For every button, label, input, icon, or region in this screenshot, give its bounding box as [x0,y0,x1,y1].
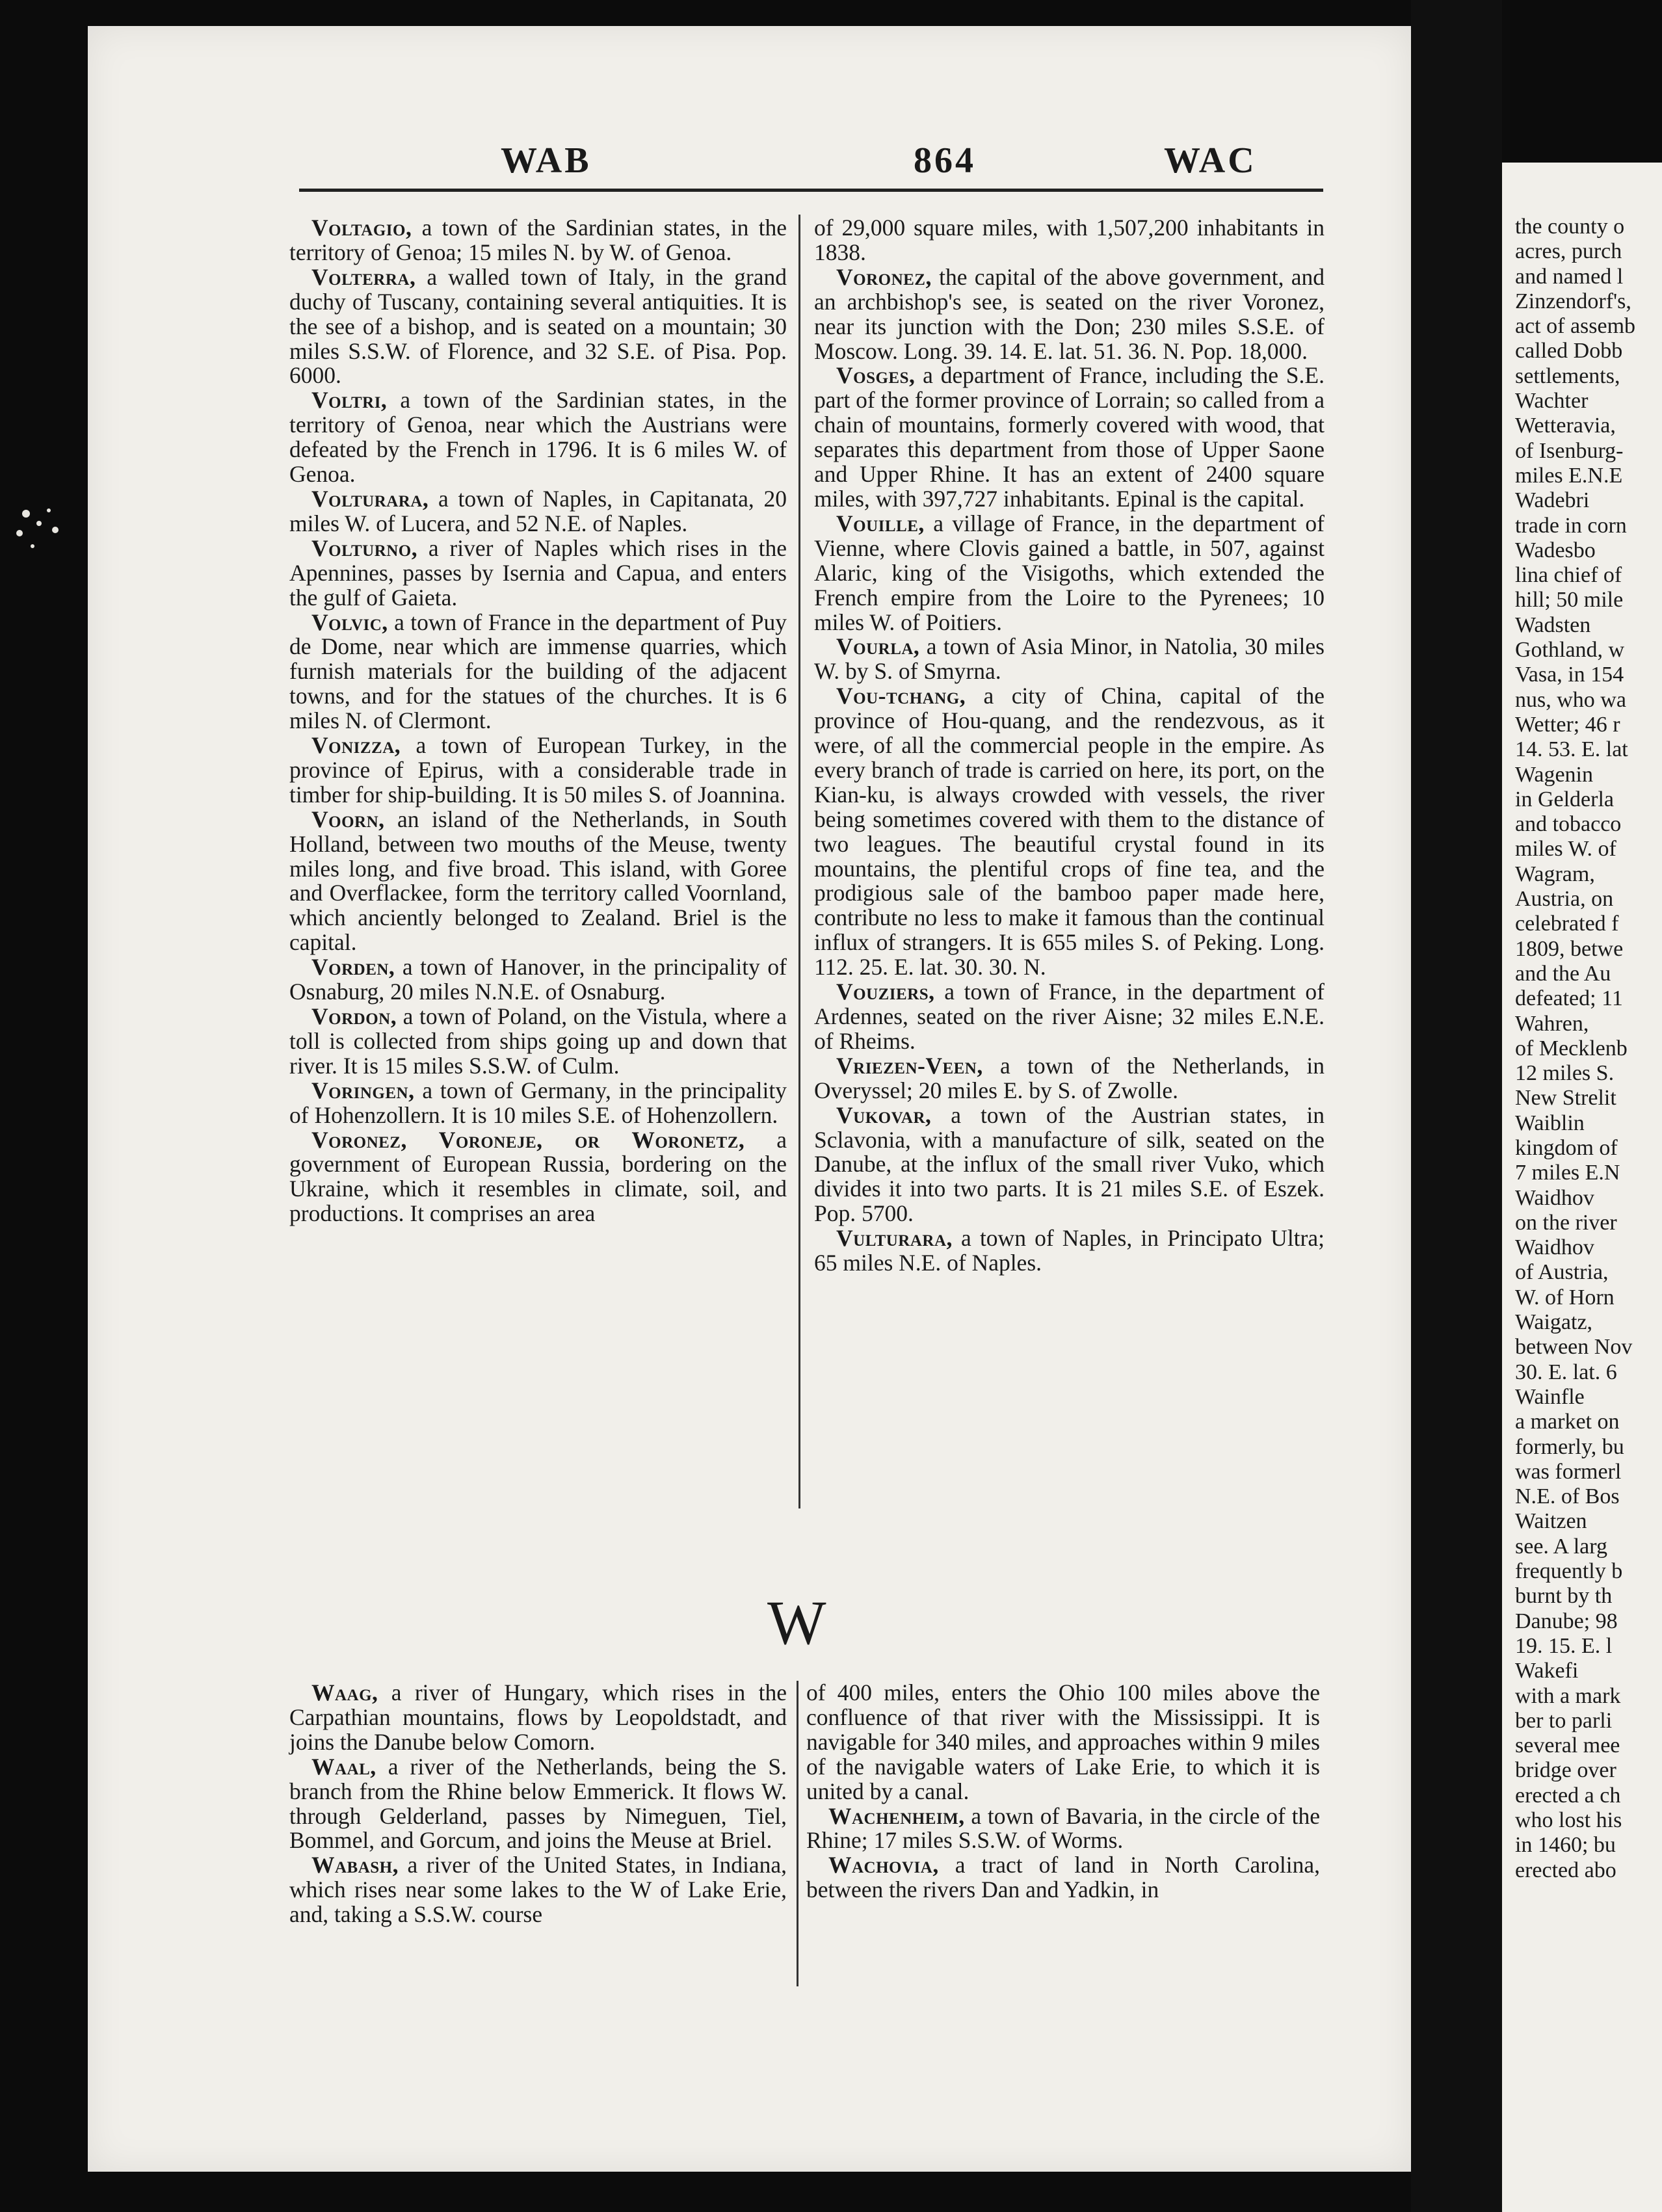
fragment-line: Wahren, [1515,1011,1589,1036]
page-number: 864 [914,140,976,181]
entry-text: a town of Naples, in Capitanata, 20 miles W. of Lucera, and 52 N.E. of Naples. [289,485,787,536]
gazetteer-entry [289,1755,787,1854]
entry-text: a town of European Turkey, in the province of Epirus, with a considerable trade in timber for ship-building. It is 50 miles S. of Joannina. [289,732,787,808]
entry-text: a village of France, in the department of Vienne, where Clovis gained a battle, in 507, against Alaric, king of the Visigoths, which extended the French empire from the Loire to the Pyrenees; 10 miles W. of Poitiers. [814,510,1325,635]
column-3 [289,1681,787,1927]
fragment-line: in Gelderla [1515,787,1614,811]
fragment-line: the county o [1515,215,1625,239]
fragment-line: called Dobb [1515,339,1623,363]
entry-text: a walled town of Italy, in the grand duchy of Tuscany, containing several antiquities. It is the see of a bishop, and is seated on a mountain; 30 miles S.S.W. of Florence, and 32 S.E. of Pisa. Pop. 6000. [289,263,787,389]
fragment-line: was formerl [1515,1459,1622,1484]
fragment-line: 19. 15. E. l [1515,1633,1613,1658]
fragment-line: settlements, [1515,363,1620,388]
entry-headword: Volturara, [311,485,429,512]
gazetteer-entry [814,512,1325,635]
entry-text: the capital of the above government, and an archbishop's see, is seated on the river Voronez, near its junction with the Don; 230 miles S.S.E. of Moscow. Long. 39. 14. E. lat. 51. 36. N. Pop. 18,000. [814,263,1325,364]
fragment-line: and named l [1515,264,1624,289]
gazetteer-entry [289,536,787,611]
fragment-line: Zinzendorf's, [1515,289,1631,313]
fragment-line: act of assemb [1515,314,1636,339]
adjacent-page [1502,163,1662,2212]
entry-headword: Vourla, [836,633,920,660]
header-rule [299,189,1323,192]
fragment-line: of Austria, [1515,1260,1609,1285]
continued-text: of 29,000 square miles, with 1,507,200 inhabitants in 1838. [814,215,1325,265]
entry-text: a river of Hungary, which rises in the Carpathian mountains, flows by Leopoldstadt, and joins the Danube below Comorn. [289,1679,787,1755]
entry-headword: Voorn, [311,806,385,832]
fragment-line: hill; 50 mile [1515,588,1624,612]
fragment-line: Wagram, [1515,862,1595,886]
fragment-line: Wainfle [1515,1384,1585,1409]
fragment-line: with a mark [1515,1683,1621,1708]
header-right-guide: WAC [1164,140,1257,181]
fragment-line: nus, who wa [1515,687,1626,712]
section-letter: W [767,1588,826,1657]
fragment-line: Gothland, w [1515,638,1625,663]
fragment-line: Danube; 98 [1515,1609,1618,1633]
fragment-line: Waiblin [1515,1111,1585,1135]
fragment-line: and the Au [1515,961,1611,986]
fragment-line: defeated; 11 [1515,986,1623,1011]
adjacent-page-text [1515,215,1662,1883]
gazetteer-entry [814,1103,1325,1227]
entry-headword: Wachovia, [828,1852,939,1878]
entry-headword: Vordon, [311,1003,397,1029]
fragment-line: ber to parli [1515,1708,1613,1733]
fragment-line: N.E. of Bos [1515,1484,1620,1509]
fragment-line: Waidhov [1515,1185,1594,1210]
fragment-line: acres, purch [1515,239,1622,264]
fragment-line: Wetteravia, [1515,414,1616,438]
entry-headword: Voronez, [836,263,932,290]
fragment-line: on the river [1515,1210,1617,1235]
entry-text: a town of France, in the department of Ardennes, seated on the river Aisne; 32 miles E.N.E. of Rheims. [814,979,1325,1054]
entry-text: a town of the Austrian states, in Sclavonia, with a manufacture of silk, seated on the Danube, at the influx of the small river Vuko, which divides it into two parts. It is 21 miles S.E. of Eszek. Pop. 5700. [814,1101,1325,1227]
fragment-line: 30. E. lat. 6 [1515,1360,1617,1384]
gazetteer-entry [814,980,1325,1054]
fragment-line: celebrated f [1515,912,1619,936]
gazetteer-entry [289,611,787,734]
page-header [215,127,1257,185]
gazetteer-entry [814,684,1325,980]
fragment-line: 14. 53. E. lat [1515,737,1628,762]
gazetteer-entry [814,265,1325,364]
gazetteer-entry [289,487,787,536]
entry-headword: Vulturara, [836,1225,953,1252]
gazetteer-entry [289,1079,787,1128]
gazetteer-entry [806,1853,1320,1903]
entry-headword: Voringen, [311,1077,415,1103]
fragment-line: in 1460; bu [1515,1833,1616,1858]
gazetteer-entry [289,388,787,487]
fragment-line: Wadebri [1515,488,1590,513]
fragment-line: several mee [1515,1733,1620,1758]
entry-headword: Voltri, [311,387,388,414]
entry-text: a river of the Netherlands, being the S. branch from the Rhine below Emmerick. It flows W. through Gelderland, passes by Nimeguen, Tiel, Bommel, and Gorcum, and joins the Meuse at Briel. [289,1753,787,1854]
fragment-line: between Nov [1515,1335,1633,1360]
entry-headword: Waag, [311,1679,378,1705]
gazetteer-entry [289,955,787,1005]
book-spine [1411,0,1502,2212]
fragment-line: Wakefi [1515,1659,1579,1683]
gazetteer-entry [289,808,787,955]
entry-text: a city of China, capital of the province of Hou-quang, and the rendezvous, as it were, of all the commercial people in the empire. As every branch of trade is carried on here, its port, on the Kian-ku, is always crowded with vessels, the river being sometimes covered with them to the distance of two leagues. The beautiful crystal found in its mountains, the plentiful crops of fine tea, and the prodigious sale of the bamboo paper made here, contribute no less to make it famous than the continual influx of strangers. It is 655 miles S. of Peking. Long. 112. 25. E. lat. 30. 30. N. [814,683,1325,981]
gazetteer-entry [289,265,787,389]
fragment-line: a market on [1515,1410,1620,1434]
gazetteer-entry [289,1853,787,1927]
entry-headword: Vorden, [311,954,395,981]
fragment-line: see. A larg [1515,1534,1607,1559]
fragment-line: who lost his [1515,1808,1622,1832]
fragment-line: formerly, bu [1515,1434,1624,1459]
fragment-line: lina chief of [1515,563,1622,588]
entry-text: a town of the Netherlands, in Overyssel; 20 miles E. by S. of Zwolle. [814,1052,1325,1103]
entry-text: a town of Asia Minor, in Natolia, 30 miles W. by S. of Smyrna. [814,633,1325,685]
fragment-line: New Strelit [1515,1086,1616,1111]
gazetteer-entry [289,733,787,808]
entry-text: a town of Hanover, in the principality of Osnaburg, 20 miles N.N.E. of Osnaburg. [289,954,787,1005]
gazetteer-entry [814,635,1325,684]
fragment-line: bridge over [1515,1758,1616,1783]
fragment-line: Wachter [1515,389,1589,414]
entry-headword: Vonizza, [311,732,401,759]
entry-text: a department of France, including the S.E. part of the former province of Lorrain; so called from a chain of mountains, formerly covered with wood, that separates this department from those of Upper Saone and Upper Rhine. It has an extent of 2400 square miles, with 397,727 inhabitants. Epinal is the capital. [814,362,1325,512]
entry-headword: Vosges, [836,362,916,389]
gazetteer-entry [814,1226,1325,1276]
entry-headword: Volterra, [311,263,416,290]
column-divider [798,215,800,1508]
entry-headword: Voronez, Voroneje, or Woronetz, [311,1126,745,1153]
entry-headword: Vouziers, [836,979,935,1005]
fragment-line: trade in corn [1515,513,1627,538]
gazetteer-entry [289,1005,787,1079]
entry-text: a town of Poland, on the Vistula, where a toll is collected from ships going up and down that river. It is 15 miles S.S.W. of Culm. [289,1003,787,1079]
fragment-line: Waitzen [1515,1509,1587,1534]
fragment-line: Waigatz, [1515,1310,1593,1335]
fragment-line: Vasa, in 154 [1515,663,1624,687]
fragment-line: Wagenin [1515,762,1593,787]
paper-specks [0,494,78,572]
column-1 [289,216,787,1226]
fragment-line: 12 miles S. [1515,1061,1615,1086]
gazetteer-entry [289,1681,787,1755]
entry-text: a river of the United States, in Indiana, which rises near some lakes to the W of Lake Erie, and, taking a S.S.W. course [289,1852,787,1928]
entry-headword: Voltagio, [311,215,412,241]
entry-headword: Waal, [311,1753,376,1780]
column-4 [806,1681,1320,1903]
entry-text: a town of France in the department of Puy de Dome, near which are immense quarries, which furnish materials for the building of the adjacent towns, and for the statues of the churches. It is 6 miles N. of Clermont. [289,609,787,734]
entry-text: a government of European Russia, bordering on the Ukraine, which it resembles in climate, soil, and productions. It comprises an area [289,1126,787,1227]
fragment-line: Austria, on [1515,887,1614,912]
entry-text: a town of Germany, in the principality of Hohenzollern. It is 10 miles S.E. of Hohenzollern. [289,1077,787,1128]
header-left-guide: WAB [501,140,592,181]
fragment-line: Wadesbo [1515,538,1596,562]
entry-text: a river of Naples which rises in the Apennines, passes by Isernia and Capua, and enters the gulf of Gaieta. [289,534,787,611]
entry-text: a tract of land in North Carolina, between the rivers Dan and Yadkin, in [806,1852,1320,1903]
entry-headword: Vouille, [836,510,925,536]
fragment-line: erected abo [1515,1858,1616,1882]
column-2 [814,216,1325,1276]
entry-text: a town of the Sardinian states, in the territory of Genoa, near which the Austrians were defeated by the French in 1796. It is 6 miles W. of Genoa. [289,387,787,488]
entry-headword: Volvic, [311,609,388,635]
gazetteer-entry [814,1054,1325,1103]
entry-text: an island of the Netherlands, in South Holland, between two mouths of the Meuse, twenty miles long, and five broad. This island, with Goree and Overflackee, form the territory called Voornland, which anciently belonged to Zealand. Briel is the capital. [289,806,787,956]
fragment-line: erected a ch [1515,1783,1621,1808]
continued-text: of 400 miles, enters the Ohio 100 miles above the confluence of that river with the Mississippi. It is navigable for 340 miles, and approaches within 9 miles of the navigable waters of Lake Erie, to which it is united by a canal. [806,1679,1320,1804]
fragment-line: of Isenburg- [1515,438,1624,463]
column-divider-lower [797,1681,798,1986]
entry-text: a town of Naples, in Principato Ultra; 65 miles N.E. of Naples. [814,1225,1325,1276]
fragment-line: W. of Horn [1515,1285,1615,1310]
fragment-line: Wadsten [1515,612,1591,637]
entry-headword: Vriezen-Veen, [836,1052,983,1079]
fragment-line: miles W. of [1515,837,1616,862]
fragment-line: Wetter; 46 r [1515,712,1620,737]
fragment-line: frequently b [1515,1559,1623,1584]
entry-headword: Vou-tchang, [836,683,966,709]
fragment-line: 7 miles E.N [1515,1161,1620,1185]
gazetteer-entry [806,1804,1320,1854]
entry-text: a town of the Sardinian states, in the territory of Genoa; 15 miles N. by W. of Genoa. [289,215,787,265]
entry-headword: Wachenheim, [828,1802,965,1829]
fragment-line: burnt by th [1515,1584,1613,1609]
entry-headword: Vukovar, [836,1101,932,1128]
entry-headword: Volturno, [311,534,418,561]
fragment-line: miles E.N.E [1515,463,1623,488]
entry-text: a town of Bavaria, in the circle of the Rhine; 17 miles S.S.W. of Worms. [806,1802,1320,1854]
fragment-line: kingdom of [1515,1135,1618,1160]
gazetteer-entry [289,216,787,265]
fragment-line: Waidhov [1515,1235,1594,1260]
entry-headword: Wabash, [311,1852,399,1878]
fragment-line: 1809, betwe [1515,936,1624,961]
fragment-line: of Mecklenb [1515,1036,1628,1060]
fragment-line: and tobacco [1515,812,1622,837]
gazetteer-entry [289,1128,787,1227]
gazetteer-entry [814,363,1325,511]
